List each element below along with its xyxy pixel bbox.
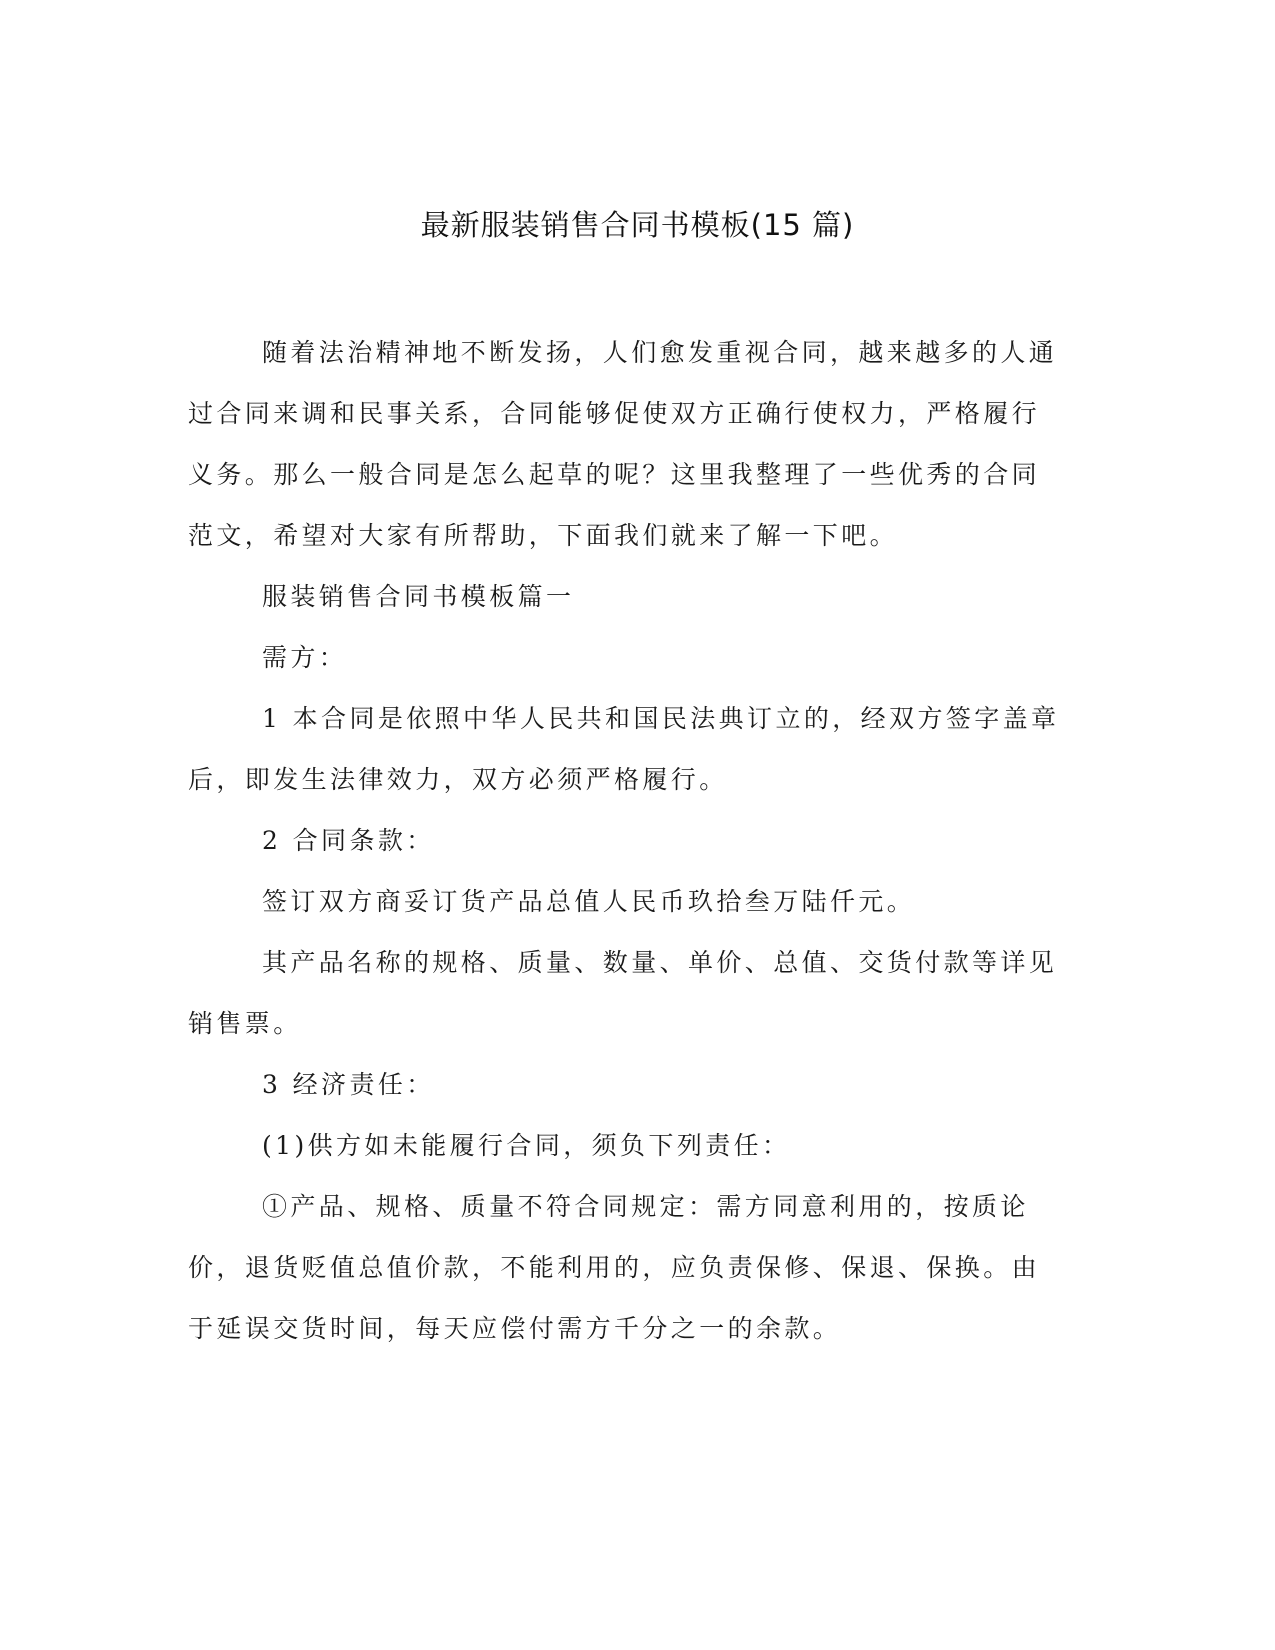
section-heading: 服装销售合同书模板篇一 xyxy=(262,582,575,611)
document-title: 最新服装销售合同书模板(15 篇) xyxy=(420,208,855,242)
clause-3-1-item-1: ①产品、规格、质量不符合同规定：需方同意利用的，按质论价，退货贬值总值价款，不能利用的，应负责保修、保退、保换。由于延误交货时间，每天应偿付需方千分之一的余款。 xyxy=(188,1192,1041,1343)
intro-paragraph: 随着法治精神地不断发扬，人们愈发重视合同，越来越多的人通过合同来调和民事关系，合同能够促使双方正确行使权力，严格履行义务。那么一般合同是怎么起草的呢？这里我整理了一些优秀的合同范文，希望对大家有所帮助，下面我们就来了解一下吧。 xyxy=(188,338,1058,550)
clause-2-details: 其产品名称的规格、质量、数量、单价、总值、交货付款等详见销售票。 xyxy=(188,948,1058,1038)
document-body xyxy=(188,322,1068,1359)
clause-1: 1 本合同是依照中华人民共和国民法典订立的，经双方签字盖章后，即发生法律效力，双方必须严格履行。 xyxy=(188,704,1060,794)
buyer-line: 需方： xyxy=(262,643,348,672)
clause-2-heading: 2 合同条款： xyxy=(262,826,435,855)
clause-3-heading: 3 经济责任： xyxy=(262,1070,435,1099)
clause-2-amount: 签订双方商妥订货产品总值人民币玖拾叁万陆仟元。 xyxy=(262,887,916,916)
clause-3-1: (1)供方如未能履行合同，须负下列责任： xyxy=(262,1131,791,1160)
